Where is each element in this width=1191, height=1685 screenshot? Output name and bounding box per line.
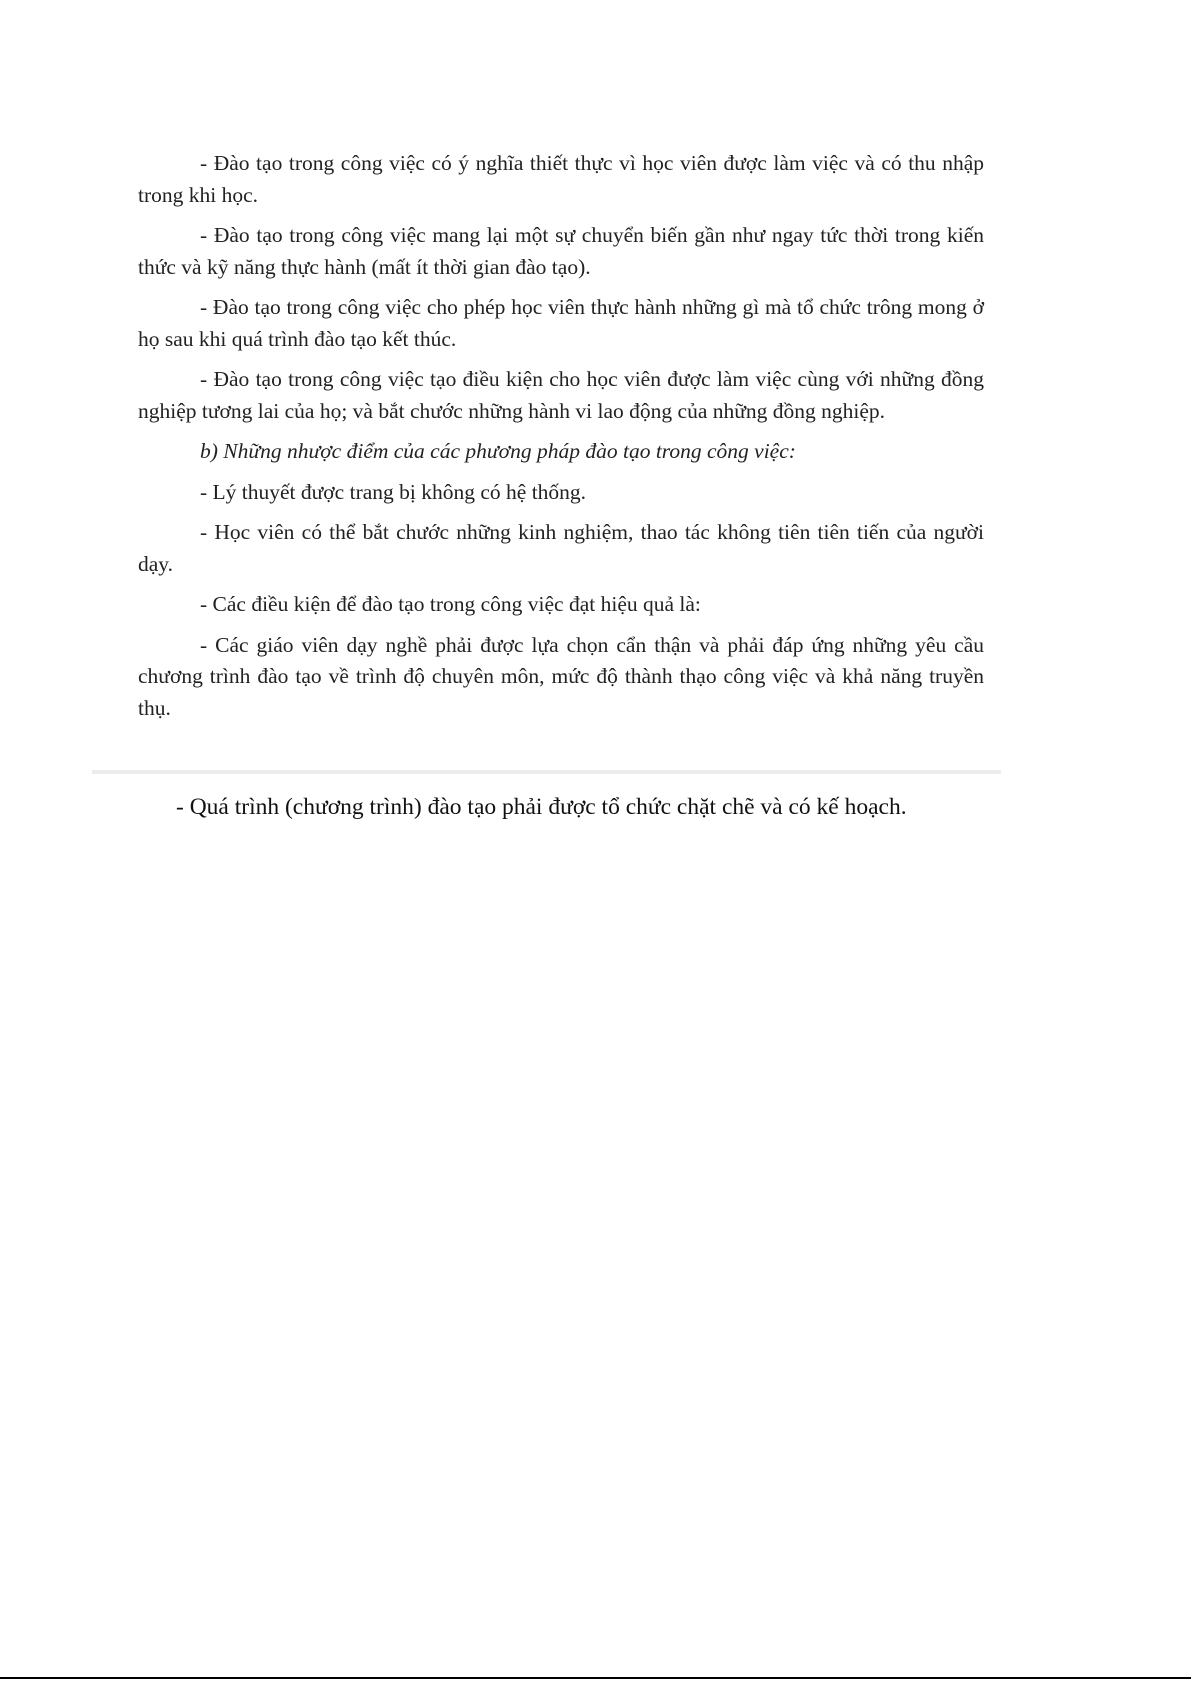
section-heading-disadvantages: b) Những nhược điểm của các phương pháp đào tạo trong công việc: [200,439,796,463]
paragraph-advantage-4: - Đào tạo trong công việc tạo điều kiện cho học viên được làm việc cùng với những đồng nghiệp tương lai của họ; và bắt chước những hành vi lao động của những đồng nghiệp. [138,367,984,423]
paragraph-disadvantage-1: - Lý thuyết được trang bị không có hệ thống. [200,479,587,504]
scanned-text-image [92,130,1001,774]
scanned-text-content [138,148,984,733]
page-bottom-rule [0,1677,1191,1679]
paragraph-advantage-3: - Đào tạo trong công việc cho phép học viên thực hành những gì mà tổ chức trông mong ở họ sau khi quá trình đào tạo kết thúc. [138,295,984,351]
paragraph-conditions-intro: - Các điều kiện để đào tạo trong công việc đạt hiệu quả là: [200,592,701,616]
paragraph-disadvantage-2: - Học viên có thể bắt chước những kinh nghiệm, thao tác không tiên tiên tiến của người dạy. [138,520,984,576]
paragraph-advantage-2: - Đào tạo trong công việc mang lại một sự chuyển biến gần như ngay tức thời trong kiến thức và kỹ năng thực hành (mất ít thời gian đào tạo). [138,223,984,279]
paragraph-advantage-1: - Đào tạo trong công việc có ý nghĩa thiết thực vì học viên được làm việc và có thu nhập trong khi học. [138,151,984,207]
paragraph-condition-2: - Quá trình (chương trình) đào tạo phải được tổ chức chặt chẽ và có kế hoạch. [176,794,907,820]
paragraph-condition-1: - Các giáo viên dạy nghề phải được lựa chọn cẩn thận và phải đáp ứng những yêu cầu chương trình đào tạo về trình độ chuyên môn, mức độ thành thạo công việc và khả năng truyền thụ. [138,632,984,720]
body-text [114,790,978,825]
